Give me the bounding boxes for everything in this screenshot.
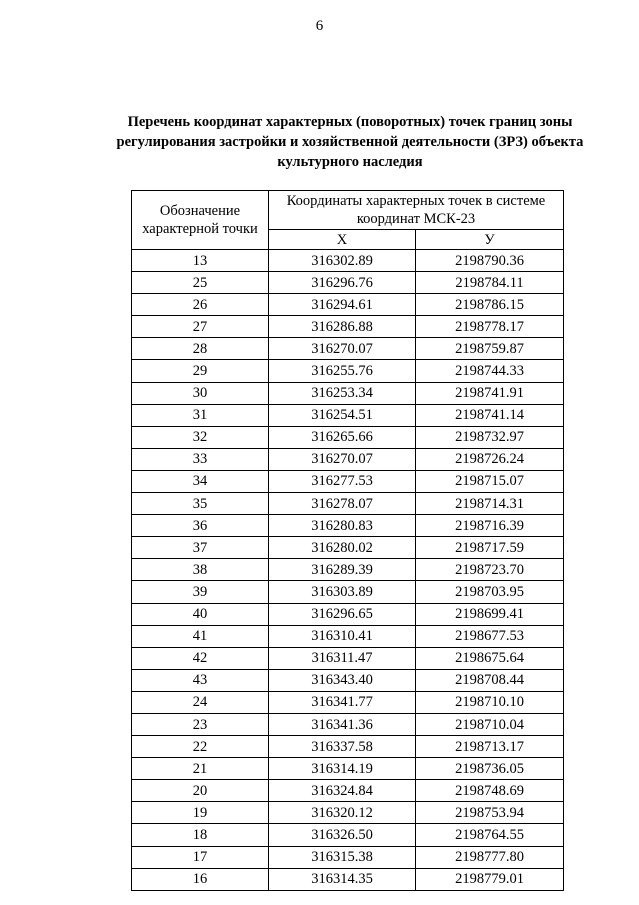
table-row — [132, 736, 564, 758]
x-coordinate-cell: 316310.41 — [269, 625, 416, 647]
header-point-line1: Обозначение — [159, 203, 241, 219]
y-coordinate-cell: 2198759.87 — [416, 338, 564, 360]
table-row — [132, 537, 564, 559]
x-coordinate-cell: 316314.35 — [269, 868, 416, 890]
y-coordinate-cell: 2198699.41 — [416, 603, 564, 625]
y-coordinate-cell: 2198748.69 — [416, 780, 564, 802]
title-line: Перечень координат характерных (поворотных) точек границ зоны — [127, 114, 573, 130]
y-coordinate-cell: 2198713.17 — [416, 736, 564, 758]
table-row — [132, 802, 564, 824]
table-row — [132, 250, 564, 272]
x-coordinate-cell: 316270.07 — [269, 338, 416, 360]
point-id-cell: 27 — [132, 316, 269, 338]
point-id-cell: 37 — [132, 537, 269, 559]
y-coordinate-cell: 2198764.55 — [416, 824, 564, 846]
title-line: регулирования застройки и хозяйственной деятельности (ЗРЗ) объекта — [116, 134, 584, 150]
coordinates-table — [131, 190, 564, 891]
y-coordinate-cell: 2198744.33 — [416, 360, 564, 382]
point-id-cell: 39 — [132, 581, 269, 603]
y-coordinate-cell: 2198778.17 — [416, 316, 564, 338]
y-coordinate-cell: 2198726.24 — [416, 448, 564, 470]
point-id-cell: 30 — [132, 382, 269, 404]
y-coordinate-cell: 2198777.80 — [416, 846, 564, 868]
point-id-cell: 43 — [132, 669, 269, 691]
table-row — [132, 316, 564, 338]
y-coordinate-cell: 2198723.70 — [416, 559, 564, 581]
table-row — [132, 868, 564, 890]
point-id-cell: 38 — [132, 559, 269, 581]
table-row — [132, 603, 564, 625]
point-id-cell: 28 — [132, 338, 269, 360]
y-coordinate-cell: 2198708.44 — [416, 669, 564, 691]
table-row — [132, 780, 564, 802]
y-coordinate-cell: 2198715.07 — [416, 470, 564, 492]
title-line: культурного наследия — [277, 154, 423, 170]
table-row — [132, 669, 564, 691]
table-row — [132, 647, 564, 669]
y-coordinate-cell: 2198753.94 — [416, 802, 564, 824]
point-id-cell: 24 — [132, 691, 269, 713]
y-coordinate-cell: 2198717.59 — [416, 537, 564, 559]
table-row — [132, 824, 564, 846]
point-id-cell: 35 — [132, 493, 269, 515]
point-id-cell: 42 — [132, 647, 269, 669]
x-coordinate-cell: 316302.89 — [269, 250, 416, 272]
y-coordinate-cell: 2198790.36 — [416, 250, 564, 272]
x-coordinate-cell: 316270.07 — [269, 448, 416, 470]
x-coordinate-cell: 316341.36 — [269, 713, 416, 735]
table-row — [132, 338, 564, 360]
point-id-cell: 25 — [132, 272, 269, 294]
x-coordinate-cell: 316277.53 — [269, 470, 416, 492]
point-id-cell: 26 — [132, 294, 269, 316]
y-coordinate-cell: 2198710.04 — [416, 713, 564, 735]
y-coordinate-cell: 2198784.11 — [416, 272, 564, 294]
point-id-cell: 29 — [132, 360, 269, 382]
x-coordinate-cell: 316254.51 — [269, 404, 416, 426]
point-id-cell: 33 — [132, 448, 269, 470]
x-coordinate-cell: 316289.39 — [269, 559, 416, 581]
header-y: У — [416, 230, 564, 250]
point-id-cell: 41 — [132, 625, 269, 647]
point-id-cell: 16 — [132, 868, 269, 890]
y-coordinate-cell: 2198710.10 — [416, 691, 564, 713]
y-coordinate-cell: 2198675.64 — [416, 647, 564, 669]
table-row — [132, 404, 564, 426]
x-coordinate-cell: 316315.38 — [269, 846, 416, 868]
y-coordinate-cell: 2198741.14 — [416, 404, 564, 426]
x-coordinate-cell: 316280.02 — [269, 537, 416, 559]
point-id-cell: 19 — [132, 802, 269, 824]
table-row — [132, 382, 564, 404]
x-coordinate-cell: 316255.76 — [269, 360, 416, 382]
x-coordinate-cell: 316341.77 — [269, 691, 416, 713]
table-row — [132, 448, 564, 470]
table-row — [132, 470, 564, 492]
x-coordinate-cell: 316296.65 — [269, 603, 416, 625]
x-coordinate-cell: 316343.40 — [269, 669, 416, 691]
y-coordinate-cell: 2198714.31 — [416, 493, 564, 515]
table-row — [132, 515, 564, 537]
point-id-cell: 13 — [132, 250, 269, 272]
y-coordinate-cell: 2198741.91 — [416, 382, 564, 404]
header-point-line2: характерной точки — [142, 221, 258, 237]
x-coordinate-cell: 316296.76 — [269, 272, 416, 294]
x-coordinate-cell: 316311.47 — [269, 647, 416, 669]
point-id-cell: 34 — [132, 470, 269, 492]
table-row — [132, 426, 564, 448]
x-coordinate-cell: 316337.58 — [269, 736, 416, 758]
table-row — [132, 846, 564, 868]
x-coordinate-cell: 316303.89 — [269, 581, 416, 603]
header-coordinates — [269, 191, 564, 230]
header-coordinates-line1: Координаты характерных точек в системе — [286, 193, 546, 209]
document-title — [90, 112, 610, 172]
table-row — [132, 581, 564, 603]
point-id-cell: 21 — [132, 758, 269, 780]
table-row — [132, 493, 564, 515]
header-coordinates-line2: координат МСК-23 — [356, 211, 476, 227]
y-coordinate-cell: 2198736.05 — [416, 758, 564, 780]
point-id-cell: 23 — [132, 713, 269, 735]
y-coordinate-cell: 2198716.39 — [416, 515, 564, 537]
point-id-cell: 32 — [132, 426, 269, 448]
x-coordinate-cell: 316326.50 — [269, 824, 416, 846]
table-row — [132, 272, 564, 294]
x-coordinate-cell: 316278.07 — [269, 493, 416, 515]
table-row — [132, 713, 564, 735]
x-coordinate-cell: 316294.61 — [269, 294, 416, 316]
x-coordinate-cell: 316280.83 — [269, 515, 416, 537]
table-row — [132, 559, 564, 581]
point-id-cell: 36 — [132, 515, 269, 537]
y-coordinate-cell: 2198786.15 — [416, 294, 564, 316]
header-point-designation — [132, 191, 269, 250]
point-id-cell: 18 — [132, 824, 269, 846]
y-coordinate-cell: 2198677.53 — [416, 625, 564, 647]
table-body — [132, 250, 564, 891]
table-row — [132, 758, 564, 780]
y-coordinate-cell: 2198732.97 — [416, 426, 564, 448]
table-row — [132, 625, 564, 647]
x-coordinate-cell: 316265.66 — [269, 426, 416, 448]
point-id-cell: 20 — [132, 780, 269, 802]
x-coordinate-cell: 316314.19 — [269, 758, 416, 780]
x-coordinate-cell: 316320.12 — [269, 802, 416, 824]
header-x: Х — [269, 230, 416, 250]
page-number: 6 — [315, 18, 324, 34]
table-row — [132, 294, 564, 316]
x-coordinate-cell: 316286.88 — [269, 316, 416, 338]
table-row — [132, 360, 564, 382]
point-id-cell: 40 — [132, 603, 269, 625]
y-coordinate-cell: 2198703.95 — [416, 581, 564, 603]
point-id-cell: 22 — [132, 736, 269, 758]
x-coordinate-cell: 316253.34 — [269, 382, 416, 404]
point-id-cell: 31 — [132, 404, 269, 426]
y-coordinate-cell: 2198779.01 — [416, 868, 564, 890]
table-row — [132, 691, 564, 713]
x-coordinate-cell: 316324.84 — [269, 780, 416, 802]
point-id-cell: 17 — [132, 846, 269, 868]
